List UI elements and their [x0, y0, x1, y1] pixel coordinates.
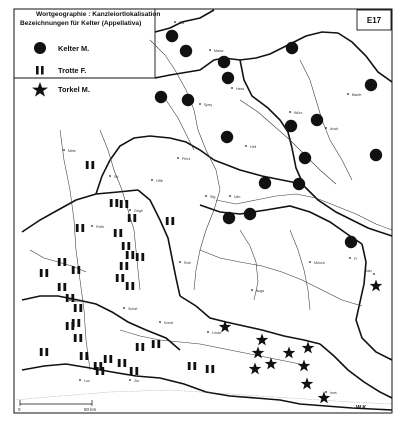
- trotte-marker: [58, 283, 66, 291]
- svg-text:Ulm: Ulm: [234, 195, 241, 199]
- torkel-marker: [302, 341, 315, 353]
- svg-text:Konst: Konst: [164, 321, 174, 325]
- legend-double-bar-symbol: [36, 66, 44, 75]
- trotte-marker: [40, 269, 48, 277]
- kelter-symbols: [155, 30, 382, 248]
- legend-circle-symbol: [34, 42, 46, 54]
- svg-text:Basel: Basel: [74, 299, 83, 303]
- svg-text:Münch: Münch: [314, 261, 325, 265]
- trotte-marker: [206, 365, 214, 373]
- svg-text:Ansb: Ansb: [330, 127, 339, 131]
- svg-text:Heil: Heil: [250, 145, 257, 149]
- svg-text:Zür: Zür: [134, 379, 140, 383]
- torkel-marker: [298, 359, 311, 371]
- trotte-marker: [136, 253, 144, 261]
- svg-text:Luz: Luz: [84, 379, 90, 383]
- rivers: [14, 40, 392, 404]
- svg-text:Inns: Inns: [330, 391, 337, 395]
- legend-star-symbol: [32, 82, 48, 97]
- trotte-marker: [128, 214, 136, 222]
- trotte-marker: [188, 362, 196, 370]
- svg-text:Pforz: Pforz: [182, 157, 191, 161]
- svg-text:Schaf: Schaf: [128, 307, 138, 311]
- svg-text:Linda: Linda: [212, 331, 221, 335]
- scale-bar: [20, 400, 92, 406]
- map-title-line1: Wortgeographie : Kanzleiortlokalisation: [36, 11, 161, 18]
- torkel-marker: [249, 362, 262, 374]
- trotte-marker: [110, 199, 118, 207]
- trotte-marker: [58, 258, 66, 266]
- trotte-marker: [122, 242, 130, 250]
- trotte-marker: [76, 224, 84, 232]
- svg-text:Metz: Metz: [68, 149, 76, 153]
- torkel-marker: [318, 391, 331, 403]
- svg-text:Augs: Augs: [256, 289, 265, 293]
- svg-text:Hess: Hess: [236, 87, 245, 91]
- scale-label-max: 50 km: [84, 407, 97, 412]
- trotte-marker: [72, 266, 80, 274]
- places: [63, 21, 375, 395]
- trotte-marker: [126, 251, 134, 259]
- svg-text:Rott: Rott: [184, 261, 191, 265]
- trotte-marker: [136, 343, 144, 351]
- torkel-marker: [283, 346, 296, 358]
- scale-label-zero: 0: [18, 407, 21, 412]
- trotte-marker: [74, 334, 82, 342]
- trotte-marker: [114, 229, 122, 237]
- svg-text:Würz: Würz: [294, 111, 303, 115]
- trotte-marker: [126, 282, 134, 290]
- map-id: E17: [366, 16, 382, 25]
- trotte-marker: [40, 348, 48, 356]
- svg-text:Spey: Spey: [204, 103, 213, 107]
- trotte-marker: [120, 200, 128, 208]
- svg-text:Gegb: Gegb: [134, 209, 143, 213]
- torkel-symbols: [219, 279, 383, 403]
- map-title-line2: Bezeichnungen für Kelter (Appellativa): [20, 20, 142, 27]
- trotte-marker: [152, 340, 160, 348]
- legend-label-trotte: Trotte F.: [58, 66, 87, 75]
- trotte-marker: [130, 367, 138, 375]
- trotte-marker: [80, 352, 88, 360]
- legend-label-torkel: Torkel M.: [58, 85, 90, 94]
- author-initials: W.K.: [356, 405, 368, 411]
- trotte-marker: [118, 359, 126, 367]
- svg-text:Stg: Stg: [210, 195, 216, 199]
- torkel-marker: [370, 279, 383, 291]
- legend-label-kelter: Kelter M.: [58, 44, 90, 53]
- svg-text:Offb: Offb: [156, 179, 163, 183]
- trotte-marker: [116, 274, 124, 282]
- trotte-marker: [66, 322, 74, 330]
- trotte-marker: [104, 355, 112, 363]
- trotte-marker: [74, 304, 82, 312]
- torkel-marker: [256, 333, 269, 345]
- svg-text:Salz: Salz: [365, 269, 372, 273]
- torkel-marker: [301, 377, 314, 389]
- svg-text:Freib: Freib: [96, 225, 105, 229]
- svg-text:Fr: Fr: [354, 257, 358, 261]
- svg-text:Bamb: Bamb: [352, 93, 362, 97]
- trotte-marker: [120, 262, 128, 270]
- trotte-marker: [166, 217, 174, 225]
- svg-text:Str: Str: [114, 175, 119, 179]
- svg-text:Mainz: Mainz: [214, 49, 224, 53]
- svg-text:Bla: Bla: [179, 21, 185, 25]
- trotte-marker: [86, 161, 94, 169]
